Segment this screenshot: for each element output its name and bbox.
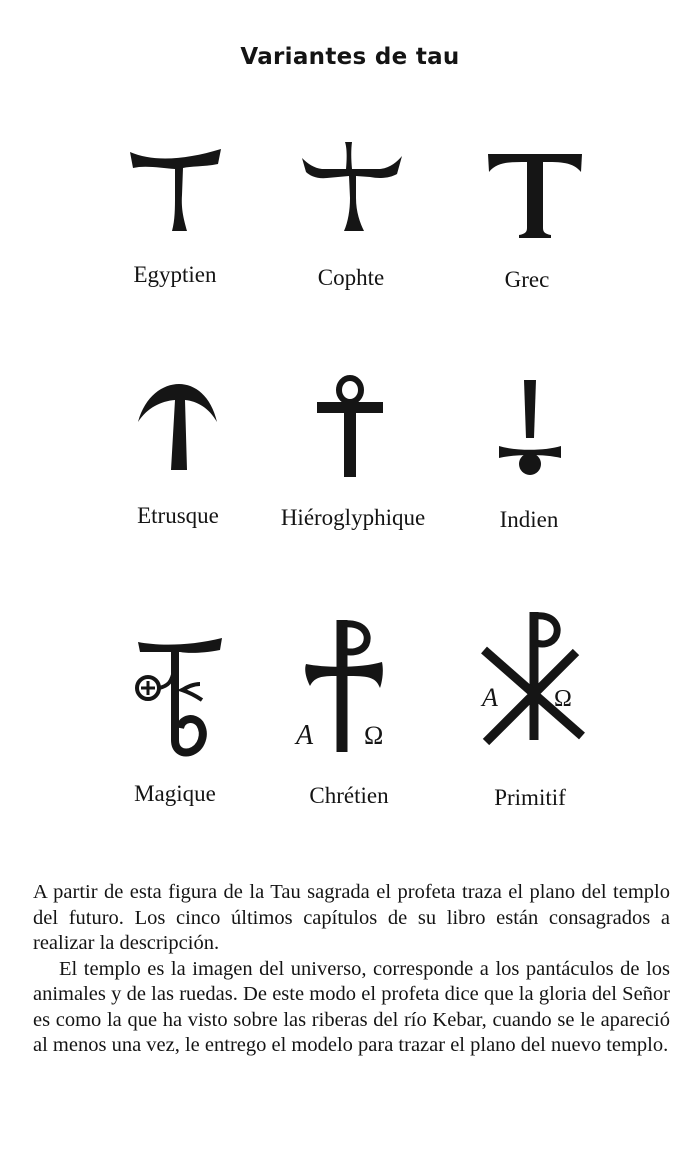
caption-cophte: Cophte xyxy=(317,265,385,290)
etrusque-tau-icon xyxy=(135,378,220,478)
omega-glyph-primitif: Ω xyxy=(554,686,572,712)
caption-egyptien: Egyptien xyxy=(133,262,217,287)
caption-primitif: Primitif xyxy=(494,785,566,810)
body-text xyxy=(33,880,670,1059)
caption-grec: Grec xyxy=(504,267,550,292)
magique-tau-icon xyxy=(130,630,230,760)
grec-tau-icon xyxy=(485,150,585,240)
primitif-chi-rho-icon xyxy=(476,608,586,748)
paragraph-2: El templo es la imagen del universo, corresponde a los pantáculos de los animales y de las ruedas. De este modo el profeta dice que la gloria del Señor es como la que ha visto sobre las riberas del río Kebar, cuando se le apareció al menos una vez, le entrego el modelo para trazar el plano del nuevo templo. xyxy=(33,957,670,1056)
egyptien-tau-icon xyxy=(125,140,225,240)
cophte-tau-icon xyxy=(300,138,405,238)
paragraph-1: A partir de esta figura de la Tau sagrada el profeta traza el plano del templo del futuro. Los cinco últimos capítulos de su libro están consagrados a realizar la descripción. xyxy=(33,881,670,954)
alpha-glyph: A xyxy=(296,720,314,751)
caption-magique: Magique xyxy=(134,781,216,806)
alpha-glyph-primitif: A xyxy=(482,683,498,712)
hieroglyphique-ankh-icon xyxy=(315,375,385,480)
caption-hieroglyphique: Hiéroglyphique xyxy=(280,505,426,530)
indien-tau-icon xyxy=(495,378,565,478)
caption-chretien: Chrétien xyxy=(309,783,389,808)
caption-etrusque: Etrusque xyxy=(137,503,219,528)
chretien-cross-icon xyxy=(292,616,402,756)
caption-indien: Indien xyxy=(499,507,559,532)
omega-glyph: Ω xyxy=(364,721,384,750)
page-title: Variantes de tau xyxy=(240,44,460,70)
